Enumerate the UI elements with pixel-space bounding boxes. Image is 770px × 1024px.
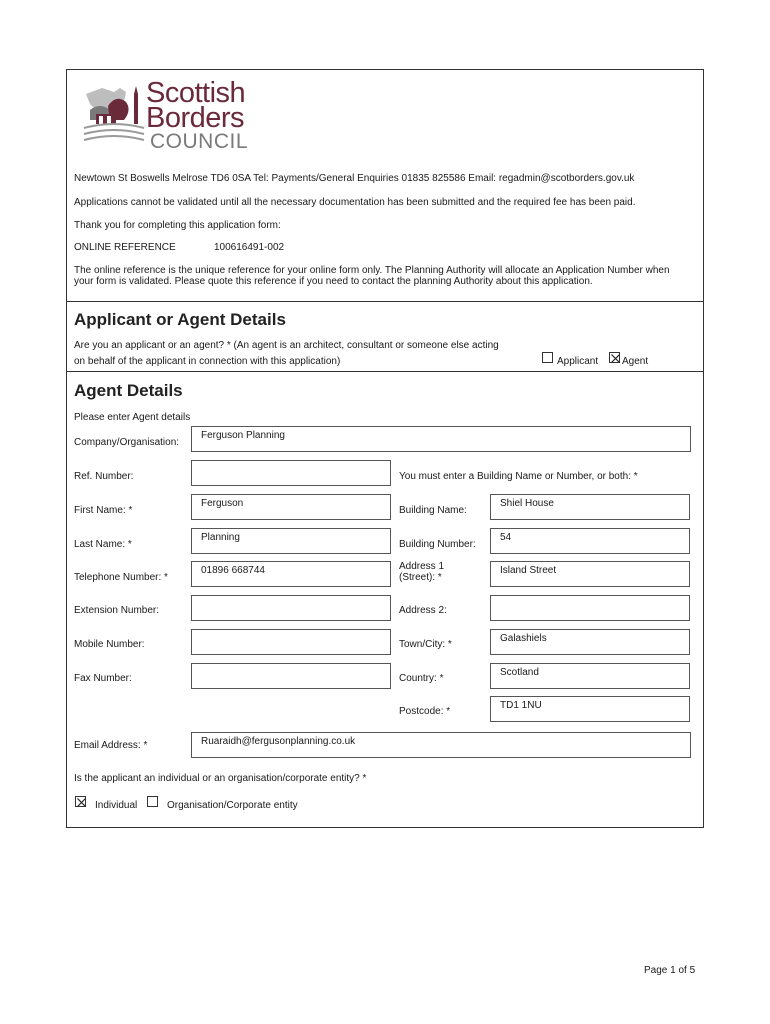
checked-x-icon (610, 353, 621, 364)
mobile-field[interactable] (191, 629, 391, 655)
telephone-label: Telephone Number: * (74, 572, 168, 583)
online-reference-label: ONLINE REFERENCE (74, 242, 176, 253)
town-label: Town/City: * (399, 639, 452, 650)
mobile-label: Mobile Number: (74, 639, 145, 650)
town-field[interactable]: Galashiels (490, 629, 690, 655)
telephone-field[interactable]: 01896 668744 (191, 561, 391, 587)
agent-checkbox[interactable] (609, 352, 620, 363)
thanks-text: Thank you for completing this application form: (74, 220, 281, 231)
email-label: Email Address: * (74, 740, 148, 751)
applicant-question-2: on behalf of the applicant in connection with this application) (74, 356, 341, 367)
fax-label: Fax Number: (74, 673, 132, 684)
organisation-checkbox[interactable] (147, 796, 158, 807)
first-name-field[interactable]: Ferguson (191, 494, 391, 520)
address2-label: Address 2: (399, 605, 447, 616)
online-reference-value: 100616491-002 (214, 242, 285, 253)
section-divider (66, 301, 704, 302)
logo-council: COUNCIL (150, 130, 249, 153)
entity-question: Is the applicant an individual or an organisation/corporate entity? * (74, 773, 367, 784)
applicant-option-label: Applicant (557, 356, 599, 367)
postcode-label: Postcode: * (399, 706, 451, 717)
country-field[interactable]: Scotland (490, 663, 690, 689)
applicant-question-1: Are you an applicant or an agent? * (An agent is an architect, consultant or someone else acting (74, 340, 499, 351)
address1-label-line1: Address 1 (399, 561, 445, 572)
building-name-field[interactable]: Shiel House (490, 494, 690, 520)
council-crest-icon (80, 80, 150, 150)
last-name-field[interactable]: Planning (191, 528, 391, 554)
company-label: Company/Organisation: (74, 437, 180, 448)
country-label: Country: * (399, 673, 444, 684)
reference-note-1: The online reference is the unique reference for your online form only. The Planning Authority will allocate an Application Number when (74, 265, 670, 276)
last-name-label: Last Name: * (74, 539, 132, 550)
agent-intro: Please enter Agent details (74, 412, 191, 423)
postcode-field[interactable]: TD1 1NU (490, 696, 690, 722)
address1-field[interactable]: Island Street (490, 561, 690, 587)
validation-note: Applications cannot be validated until all the necessary documentation has been submitted and the required fee has been paid. (74, 197, 636, 208)
building-note: You must enter a Building Name or Number, or both: * (399, 471, 638, 482)
organisation-option-label: Organisation/Corporate entity (167, 800, 298, 811)
company-field[interactable]: Ferguson Planning (191, 426, 691, 452)
extension-field[interactable] (191, 595, 391, 621)
logo-borders: Borders (146, 102, 245, 134)
individual-option-label: Individual (95, 800, 138, 811)
agent-option-label: Agent (622, 356, 649, 367)
address2-field[interactable] (490, 595, 690, 621)
address1-label-line2: (Street): * (399, 572, 442, 583)
fax-field[interactable] (191, 663, 391, 689)
ref-number-field[interactable] (191, 460, 391, 486)
page-number: Page 1 of 5 (644, 965, 696, 976)
building-number-field[interactable]: 54 (490, 528, 690, 554)
email-field[interactable]: Ruaraidh@fergusonplanning.co.uk (191, 732, 691, 758)
applicant-checkbox[interactable] (542, 352, 553, 363)
checked-x-icon (76, 797, 87, 808)
building-number-label: Building Number: (399, 539, 476, 550)
building-name-label: Building Name: (399, 505, 467, 516)
address-line: Newtown St Boswells Melrose TD6 0SA Tel: Payments/General Enquiries 01835 825586 Email: regadmin@scotborders.gov.uk (74, 173, 635, 184)
individual-checkbox[interactable] (75, 796, 86, 807)
extension-label: Extension Number: (74, 605, 160, 616)
section-divider (66, 371, 704, 372)
reference-note-2: your form is validated. Please quote this reference if you need to contact the planning Authority about this application. (74, 276, 593, 287)
logo-scottish: Scottish (146, 77, 246, 109)
ref-number-label: Ref. Number: (74, 471, 134, 482)
applicant-section-title: Applicant or Agent Details (74, 310, 286, 329)
first-name-label: First Name: * (74, 505, 133, 516)
agent-section-title: Agent Details (74, 381, 183, 400)
